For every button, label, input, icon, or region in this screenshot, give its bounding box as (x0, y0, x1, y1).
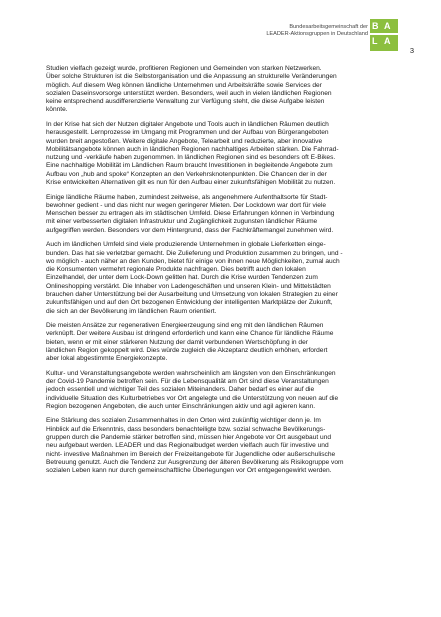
text-line: aufgegriffen werden. Besonders vor dem Hintergrund, dass der Fachkräftemangel zunehmen wird. (46, 226, 334, 234)
text-line: verknüpft. Der weitere Ausbau ist dringend erforderlich und kann eine Chance für ländliche Räume (46, 330, 334, 338)
text-line: mit einer verbesserten digitalen Infrastruktur und Zugänglichkeit zugunsten ländlicher Räume (46, 218, 318, 226)
text-line: Krise entwickelten Alternativen gilt es nun für den Aufbau einer zukunftsfähigen Mobilität zu nutzen. (46, 179, 336, 187)
text-line: Einzelhandel, der unter dem Lock-Down gelitten hat. Durch die Krise wurden Tendenzen zum (46, 274, 318, 282)
text-line: die sich an der Bevölkerung im ländlichen Raum orientiert. (46, 307, 217, 315)
text-line: Eine nachhaltige Mobilität im Ländlichen Raum braucht Investitionen in begleitende Angebote zum (46, 162, 333, 170)
text-line: Betreuung genutzt. Auch die Tendenz zur Ausgrenzung der älteren Bevölkerung als Risikogruppe vom (46, 458, 344, 466)
text-line: Region bezogenen Angeboten, die auch unter Einschränkungen aktiv und agil agieren kann. (46, 402, 316, 410)
text-line: Die meisten Ansätze zur regenerativen Energieerzeugung sind eng mit den ländlichen Räumen (46, 322, 324, 330)
text-line: sozialen Leben kann nur durch gemeinschaftliche Überlegungen vor Ort entgegengewirkt werden. (46, 467, 332, 475)
text-line: Einige ländliche Räume haben, zumindest zeitweise, als angenehmere Aufenthaltsorte für Stadt- (46, 193, 328, 201)
page-number: 3 (409, 46, 414, 55)
text-line: Onlineshopping verstärkt. Die Inhaber von Ladengeschäften und unseren Klein- und Mittelstädten (46, 282, 331, 290)
text-line: Menschen besser zu ertragen als im städtischen Umfeld. Diese Erfahrungen können in Verbindung (46, 210, 335, 218)
body-text (46, 65, 398, 482)
text-line: neu aufgebaut werden. LEADER und das Regionalbudget werden vielfach auch für investive und (46, 442, 329, 450)
text-line: der Covid-19 Pandemie betroffen sein. Für die Lebensqualität am Ort sind diese Veranstaltungen (46, 378, 329, 386)
organization-name (266, 24, 368, 38)
text-line: Studien vielfach gezeigt wurde, profitieren Regionen und Gemeinden von starken Netzwerken. (46, 65, 322, 72)
text-line: Hinblick auf die Erkenntnis, dass besonders benachteiligte bzw. sozial schwache Bevölkerungs- (46, 425, 326, 433)
paragraph (46, 241, 398, 316)
text-line: gruppen durch die Pandemie stärker betroffen sind, müssen hier Angebote vor Ort ausgebaut und (46, 434, 332, 441)
page-header (0, 19, 441, 51)
text-line: individuelle Situation des Kulturbetriebes vor Ort angelegte und die Unterstützung von neuen auf die (46, 394, 339, 402)
paragraph (46, 417, 398, 475)
text-line: möglich. Auf diesem Weg können ländliche Unternehmen und Arbeitskräfte sowie Services der (46, 81, 322, 89)
text-line: bunden. Das hat sie verletzbar gemacht. Die Zulieferung und Produktion zusammen zu bringen, und - (46, 249, 343, 257)
text-line: Eine Stärkung des sozialen Zusammenhaltes in den Orten wird zukünftig wichtiger denn je. Im (46, 417, 321, 425)
text-line: wo möglich - auch näher an den Kunden, bietet für einige von ihnen neue Möglichkeiten, zumal auch (46, 257, 340, 265)
text-line: Auch im ländlichen Umfeld sind viele produzierende Unternehmen in globale Lieferketten einge- (46, 241, 326, 249)
text-line: nicht- investive Maßnahmen im Bereich der Freizeitangebote für Jugendliche oder außerschulische (46, 450, 336, 458)
text-line: jedoch essentiell und wichtiger Teil des sozialen Miteinanders. Daher bedarf es einer auf die (46, 386, 315, 394)
text-line: herausgestellt. Lernprozesse im Umgang mit Programmen und der Aufbau von Bürgerangeboten (46, 129, 329, 137)
paragraph (46, 370, 398, 411)
paragraph (46, 194, 398, 235)
text-line: die Konsumenten vermehrt regionale Produkte nachfragen. Dies betrifft auch den lokalen (46, 266, 306, 274)
text-line: sozialen Daseinsvorsorge unterstützt werden. Besonders, weil auch in vielen ländlichen Regionen (46, 89, 332, 97)
text-line: wurden breit angestoßen. Weitere digitale Angebote, Telearbeit und reduzierte, aber innovative (46, 137, 323, 145)
text-line: ländlichen Region gekoppelt wird. Dies würde zugleich die Akzeptanz deutlich erhöhen, erfordert (46, 346, 328, 354)
text-line: aber lokal abgestimmte Energiekonzepte. (46, 355, 168, 363)
text-line: bewohner gedient - und das nicht nur wegen geringerer Mieten. Der Lockdown war dort für viele (46, 201, 327, 209)
paragraph (46, 121, 398, 187)
text-line: Kultur- und Veranstaltungsangebote werden wahrscheinlich am längsten von den Einschränkungen (46, 369, 336, 377)
text-line: könnte. (46, 106, 68, 114)
text-line: brauchen daher Unterstützung bei der Ausarbeitung und Umsetzung von lokalen Strategien zu einer (46, 290, 338, 298)
paragraph (46, 322, 398, 363)
text-line: Über solche Strukturen ist die Selbstorganisation und die Anpassung an strukturelle Veränderungen (46, 73, 337, 81)
paragraph (46, 65, 398, 115)
text-line: In der Krise hat sich der Nutzen digitaler Angebote und Tools auch in ländlichen Räumen deutlich (46, 120, 329, 128)
organization-name-line-2: LEADER-Aktionsgruppen in Deutschland (266, 31, 368, 37)
organization-name-line-1: Bundesarbeitsgemeinschaft der (289, 24, 368, 30)
text-line: keine entsprechend ausdifferenzierte Verwaltung zur Verfügung steht, die diese Aufgabe leisten (46, 98, 325, 106)
text-line: Aufbau von „hub and spoke“ Konzepten an den Verkehrsknotenpunkten. Die Chancen der in der (46, 170, 327, 178)
text-line: zukunftsfähigen und auf den Ort bezogenen Entwicklung der intelligenten Marktplätze der Zukunft, (46, 299, 333, 307)
text-line: nutzung und -verkäufe haben zugenommen. In ländlichen Regionen sind es besonders oft E-Bikes. (46, 154, 336, 162)
bag-lag-logo: B A L A (370, 19, 398, 51)
text-line: Mobilitätsangebote können auch in ländlichen Regionen nachhaltiges Arbeiten stärken. Die Fahrrad- (46, 145, 339, 153)
text-line: bieten, wenn er mit einer stärkeren Nutzung der damit verbundenen Wertschöpfung in der (46, 338, 308, 346)
